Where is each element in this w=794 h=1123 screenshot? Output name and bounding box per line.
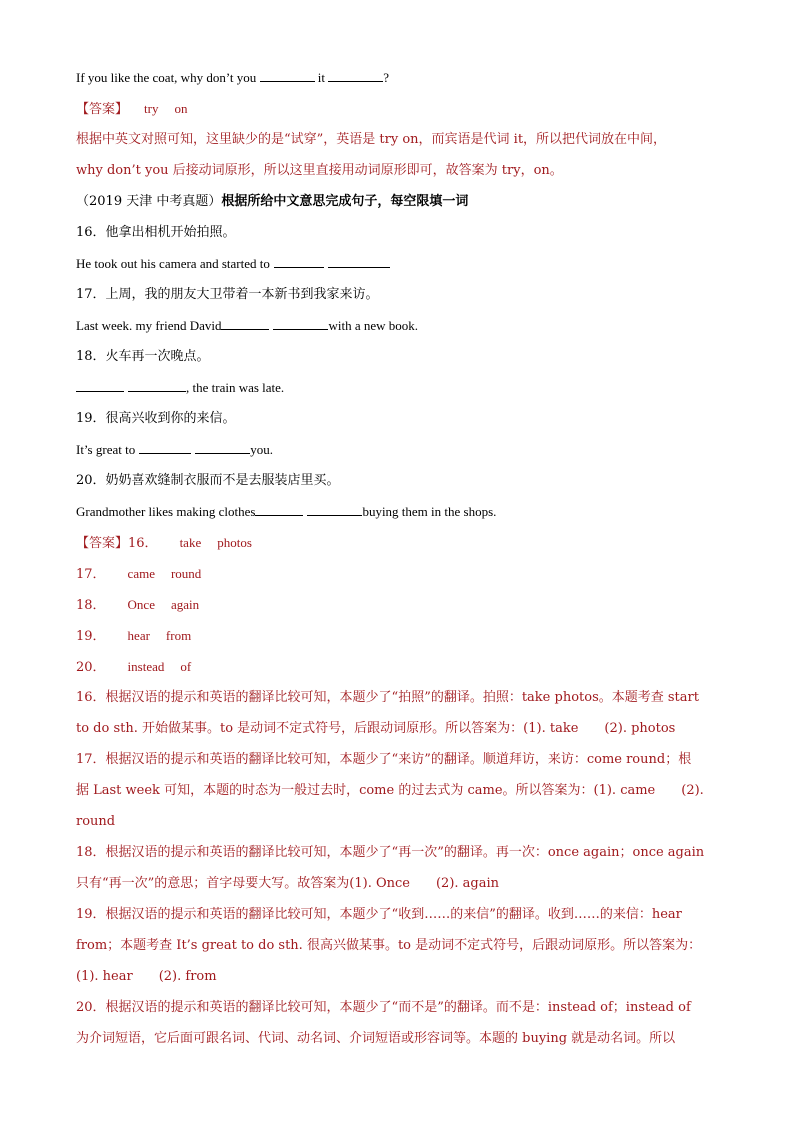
question-en-text: , the train was late. [186, 380, 285, 395]
answer-number: 18． [76, 598, 106, 613]
question-en [76, 310, 716, 341]
question-en-text: buying them in the shops. [362, 504, 497, 519]
answer-word: round [170, 566, 202, 581]
answer-number: 20． [76, 660, 106, 675]
answer-word: of [180, 659, 192, 674]
answer-blank [260, 69, 315, 82]
question-en-text: with a new book. [328, 318, 419, 333]
intro-question-mid: it [317, 70, 326, 85]
answer-blank [328, 255, 390, 268]
answer-word: instead [127, 659, 165, 674]
answer-blank [255, 503, 303, 516]
answer-word: photos [217, 535, 252, 550]
explanation-line: 只有“再一次”的意思；首字母要大写。故答案为(1). Once (2). again [76, 876, 500, 891]
answer-word: again [170, 597, 200, 612]
intro-question [76, 62, 716, 93]
answer-word: take [179, 535, 202, 550]
answer-row [76, 651, 716, 682]
question-en [76, 248, 716, 279]
answer-word: on [174, 101, 188, 116]
explanation-line: 20．根据汉语的提示和英语的翻译比较可知，本题少了“而不是”的翻译。而不是：instead of；instead of [76, 1000, 691, 1015]
question-cn: 20．奶奶喜欢缝制衣服而不是去服装店里买。 [76, 473, 340, 488]
question-en [76, 372, 716, 403]
explanation-line: to do sth. 开始做某事。to 是动词不定式符号，后跟动词原形。所以答案为：(1). take (2). photos [76, 721, 676, 736]
answer-word: came [127, 566, 155, 581]
question-cn: 19．很高兴收到你的来信。 [76, 411, 236, 426]
intro-question-start: If you like the coat, why don’t you [76, 70, 257, 85]
explanation-line: 18．根据汉语的提示和英语的翻译比较可知，本题少了“再一次”的翻译。再一次：once again；once again [76, 845, 705, 860]
answer-blank [76, 379, 124, 392]
explanation-line: 17．根据汉语的提示和英语的翻译比较可知，本题少了“来访”的翻译。顺道拜访，来访：come round；根 [76, 752, 692, 767]
question-en-text: He took out his camera and started to [76, 256, 270, 271]
answer-word: try [144, 101, 159, 116]
answer-blank [195, 441, 250, 454]
explanation-line: 16．根据汉语的提示和英语的翻译比较可知，本题少了“拍照”的翻译。拍照：take photos。本题考查 start [76, 690, 699, 705]
explanation-line: 据 Last week 可知，本题的时态为一般过去时，come 的过去式为 came。所以答案为：(1). came (2). [76, 783, 704, 798]
answer-blank [307, 503, 362, 516]
intro-answer [76, 93, 716, 124]
explanation-line: 19．根据汉语的提示和英语的翻译比较可知，本题少了“收到……的来信”的翻译。收到……的来信：hear [76, 907, 682, 922]
answer-row [76, 620, 716, 651]
answer-word: Once [127, 597, 155, 612]
answer-blank [328, 69, 383, 82]
intro-explanation-line: why don’t you 后接动词原形，所以这里直接用动词原形即可，故答案为 try，on。 [76, 163, 563, 178]
answer-blank [128, 379, 186, 392]
answer-label: 【答案】 [76, 536, 129, 551]
intro-question-end: ? [383, 70, 390, 85]
explanation-line: from；本题考查 It’s great to do sth. 很高兴做某事。to 是动词不定式符号，后跟动词原形。所以答案为： [76, 938, 702, 953]
question-en [76, 434, 716, 465]
answer-word: from [165, 628, 192, 643]
answer-number: 17． [76, 567, 106, 582]
answer-row [76, 558, 716, 589]
question-en [76, 496, 716, 527]
answer-number: 19． [76, 629, 106, 644]
answer-blank [273, 317, 328, 330]
answer-blank [139, 441, 191, 454]
explanation-line: round [76, 814, 116, 829]
answer-blank [221, 317, 269, 330]
section-heading [76, 186, 716, 217]
answer-row [76, 589, 716, 620]
explanation-line: (1). hear (2). from [76, 969, 217, 984]
question-en-text: Last week. my friend David [76, 318, 222, 333]
question-en-text: Grandmother likes making clothes [76, 504, 256, 519]
section-instruction: 根据所给中文意思完成句子，每空限填一词 [221, 194, 469, 209]
question-cn: 17．上周，我的朋友大卫带着一本新书到我家来访。 [76, 287, 379, 302]
section-source: （2019 天津 中考真题） [76, 194, 222, 209]
question-cn: 16．他拿出相机开始拍照。 [76, 225, 236, 240]
document-page [76, 62, 716, 1054]
explanation-line: 为介词短语，它后面可跟名词、代词、动名词、介词短语或形容词等。本题的 buying 就是动名词。所以 [76, 1031, 676, 1046]
question-cn: 18．火车再一次晚点。 [76, 349, 210, 364]
answer-row [76, 527, 716, 558]
answer-number: 16． [128, 536, 158, 551]
question-en-text: you. [250, 442, 273, 457]
question-en-text: It’s great to [76, 442, 136, 457]
answer-label: 【答案】 [76, 102, 129, 117]
answer-word: hear [127, 628, 150, 643]
answer-blank [274, 255, 324, 268]
intro-explanation-line: 根据中英文对照可知，这里缺少的是“试穿”，英语是 try on，而宾语是代词 it，所以把代词放在中间， [76, 132, 667, 147]
